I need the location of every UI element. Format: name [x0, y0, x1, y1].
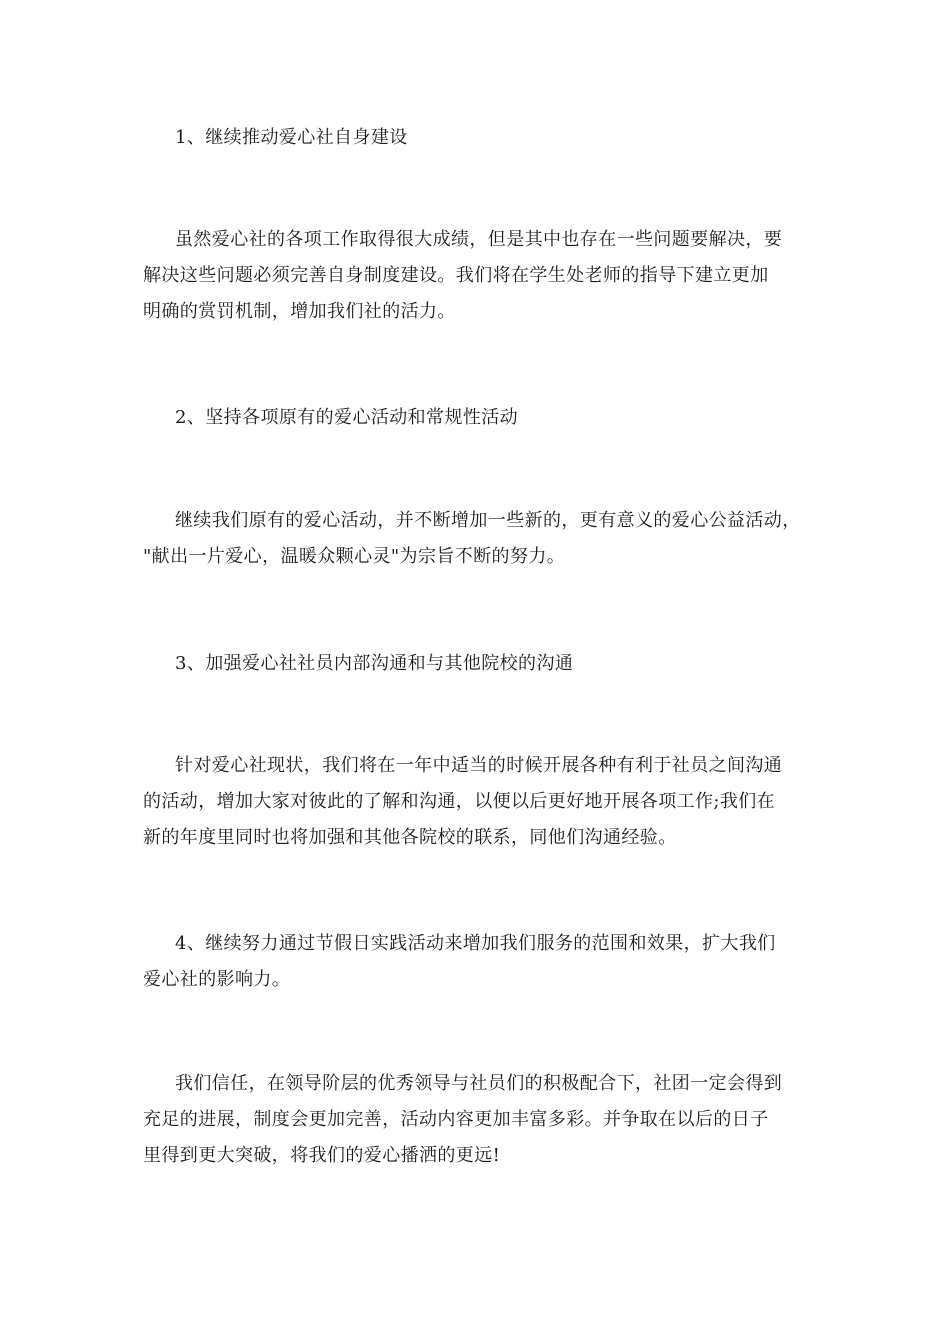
text-line: 3、加强爱心社社员内部沟通和与其他院校的沟通 — [175, 653, 574, 674]
text-line: 我们信任，在领导阶层的优秀领导与社员们的积极配合下，社团一定会得到 — [175, 1073, 783, 1094]
section-heading-2 — [143, 400, 815, 436]
text-line: 解决这些问题必须完善自身制度建设。我们将在学生处老师的指导下建立更加 — [143, 265, 769, 286]
body-paragraph-2 — [143, 503, 815, 575]
body-paragraph-4 — [143, 1066, 815, 1174]
text-line: 4、继续努力通过节假日实践活动来增加我们服务的范围和效果，扩大我们 — [175, 933, 776, 954]
text-line: 爱心社的影响力。 — [143, 969, 291, 990]
section-heading-1 — [143, 120, 815, 156]
text-line: 的活动，增加大家对彼此的了解和沟通，以便以后更好地开展各项工作;我们在 — [143, 791, 776, 812]
text-line: 充足的进展，制度会更加完善，活动内容更加丰富多彩。并争取在以后的日子 — [143, 1109, 769, 1130]
text-line: 里得到更大突破，将我们的爱心播洒的更远! — [143, 1145, 501, 1166]
text-line: 继续我们原有的爱心活动，并不断增加一些新的，更有意义的爱心公益活动， — [175, 510, 801, 531]
text-line: 虽然爱心社的各项工作取得很大成绩，但是其中也存在一些问题要解决，要 — [175, 229, 783, 250]
section-heading-4 — [143, 926, 815, 998]
text-line: 2、坚持各项原有的爱心活动和常规性活动 — [175, 407, 519, 428]
body-paragraph-1 — [143, 222, 815, 330]
section-heading-3 — [143, 646, 815, 682]
body-paragraph-3 — [143, 748, 815, 856]
text-line: 1、继续推动爱心社自身建设 — [175, 127, 408, 148]
text-line: 针对爱心社现状，我们将在一年中适当的时候开展各种有利于社员之间沟通 — [175, 755, 783, 776]
text-line: "献出一片爱心，温暖众颗心灵"为宗旨不断的努力。 — [143, 546, 566, 567]
text-line: 新的年度里同时也将加强和其他各院校的联系，同他们沟通经验。 — [143, 827, 677, 848]
text-line: 明确的赏罚机制，增加我们社的活力。 — [143, 301, 456, 322]
